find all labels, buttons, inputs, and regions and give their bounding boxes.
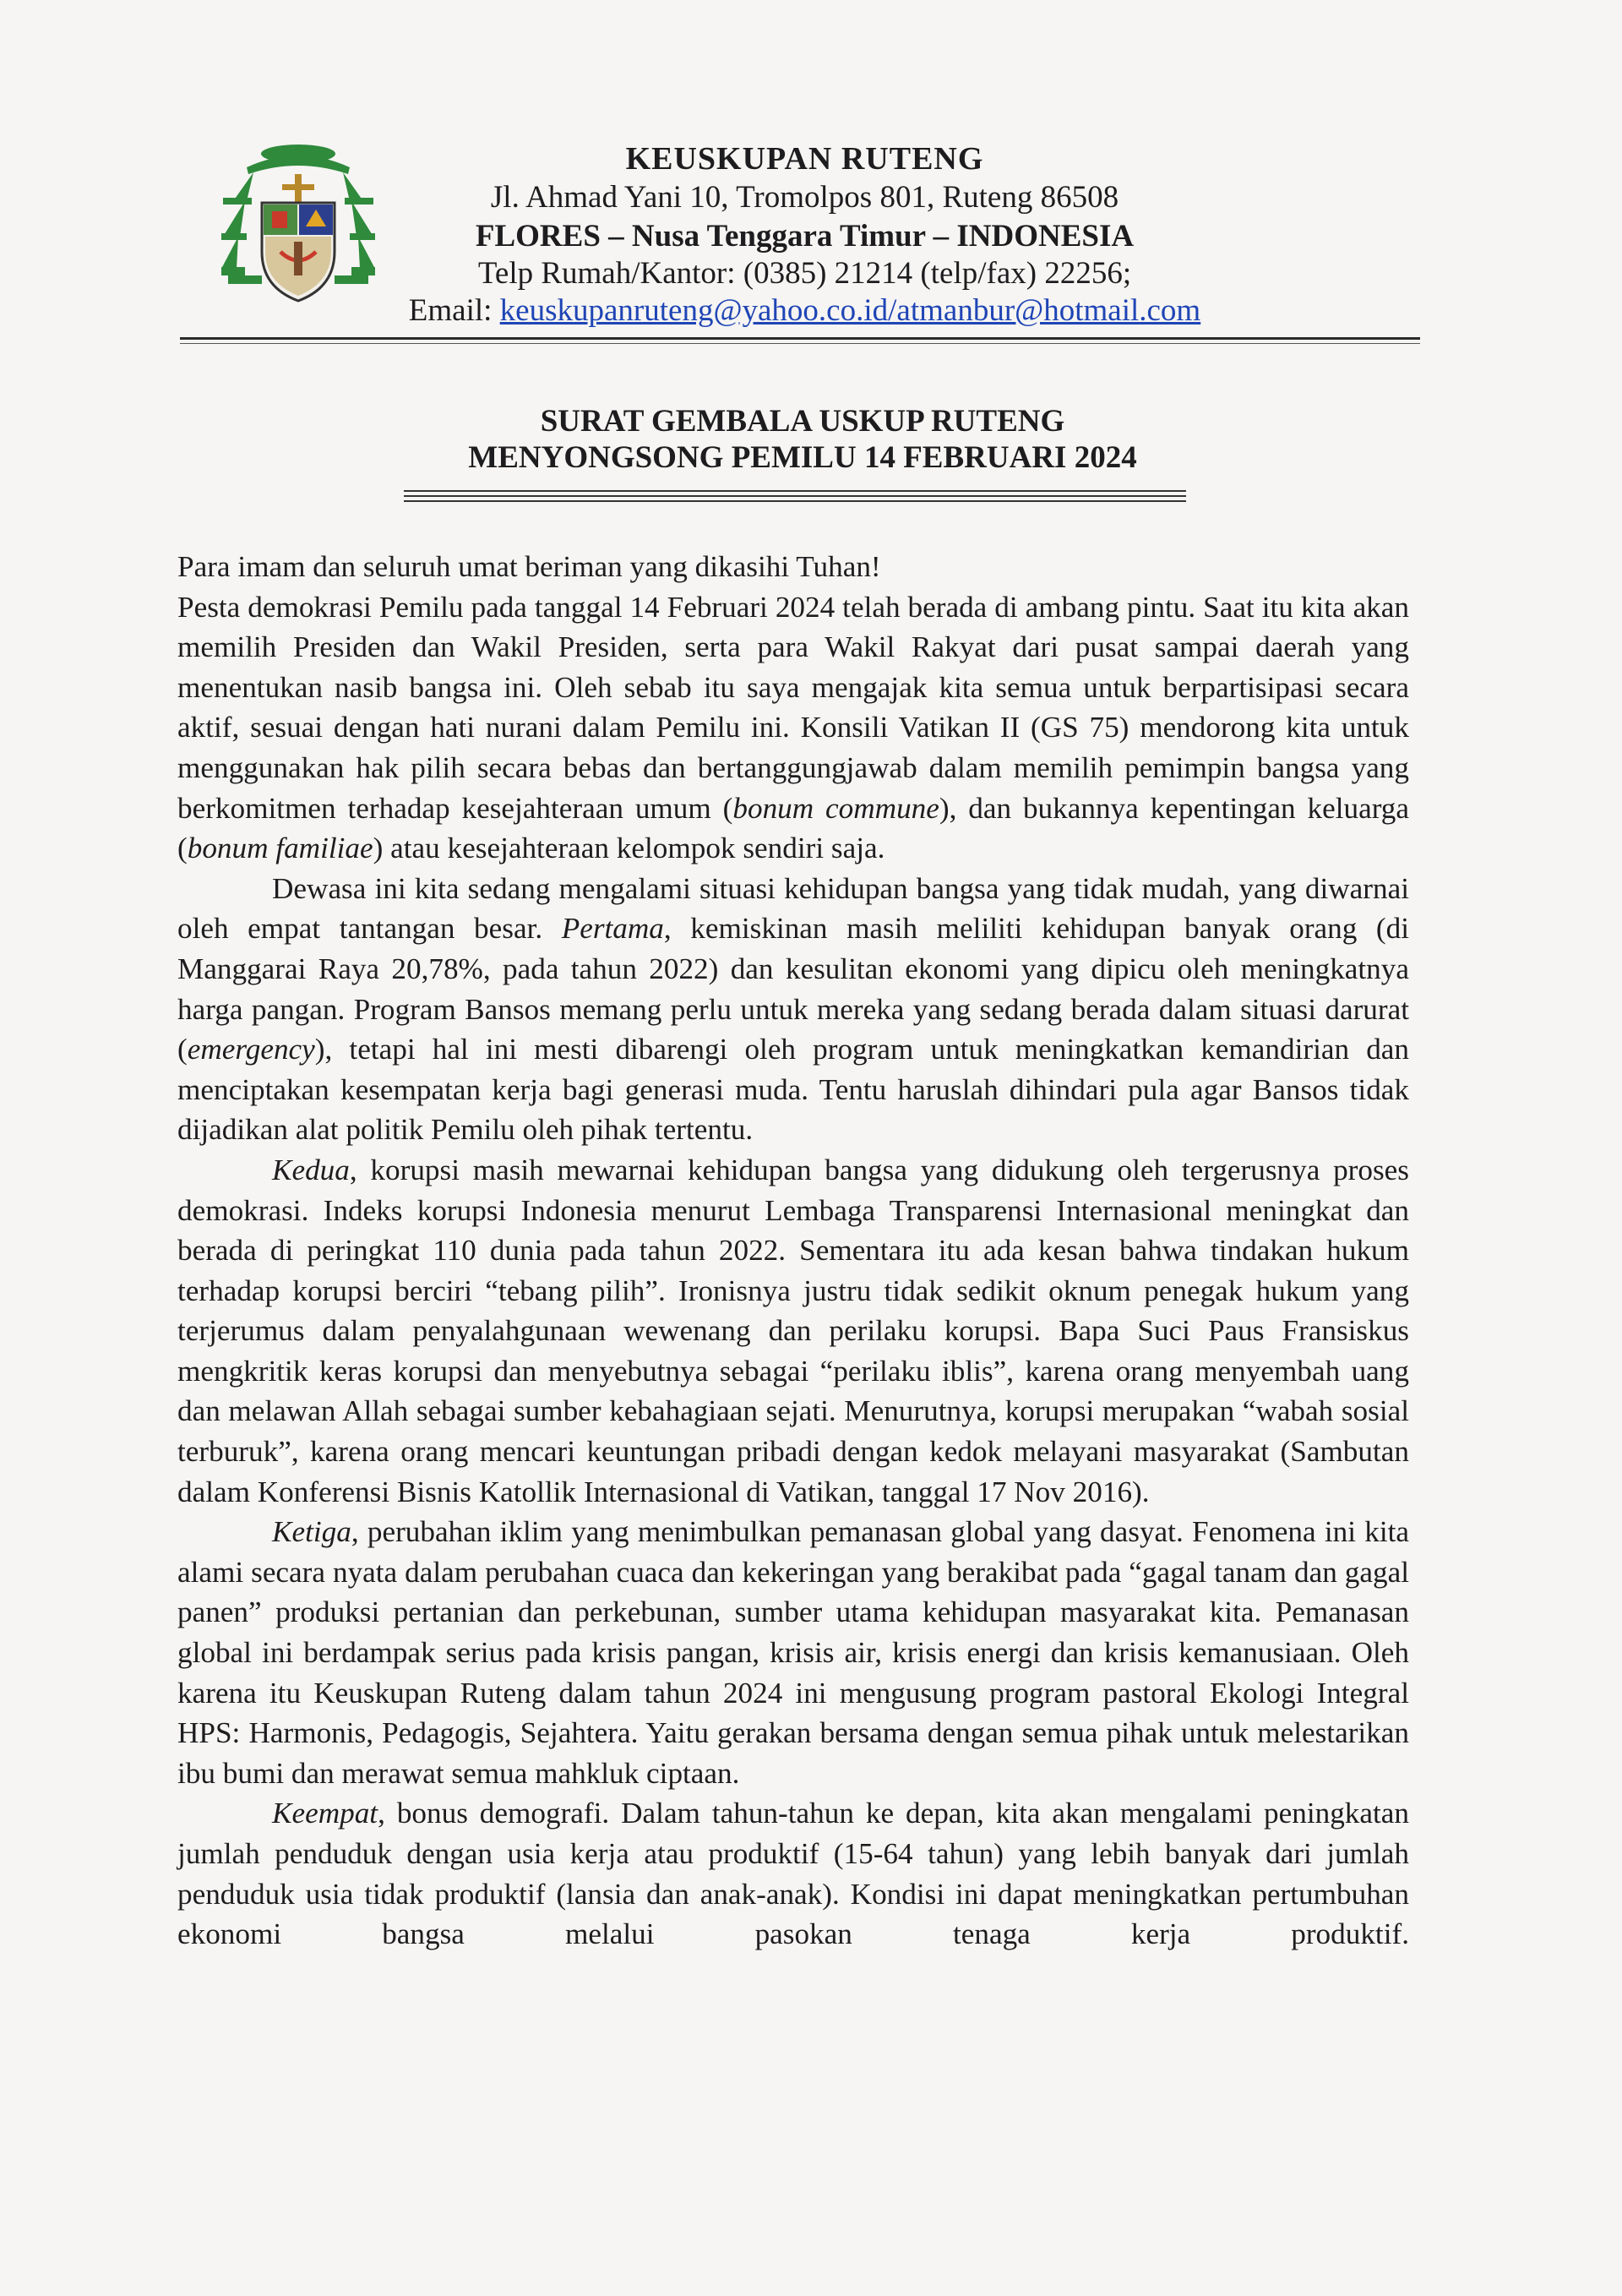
title-underline-1 xyxy=(404,490,1186,492)
organization-name: KEUSKUPAN RUTENG xyxy=(625,141,984,177)
emphasis-term: bonum commune xyxy=(732,791,939,825)
emphasis-term: Ketiga xyxy=(272,1515,351,1549)
email-link[interactable]: keuskupanruteng@yahoo.co.id/atmanbur@hotmail.com xyxy=(499,293,1201,328)
organization-region: FLORES – Nusa Tenggara Timur – INDONESIA xyxy=(475,219,1135,254)
paragraph-1: Pesta demokrasi Pemilu pada tanggal 14 Februari 2024 telah berada di ambang pintu. Saat itu kita akan memilih Presiden dan Wakil Presiden, serta para Wakil Rakyat dari pusat sampai daerah yang menentukan nasib bangsa ini. Oleh sebab itu saya mengajak kita semua untuk berpartisipasi secara aktif, sesuai dengan hati nurani dalam Pemilu ini. Konsili Vatikan II (GS 75) mendorong kita untuk menggunakan hak pilih secara bebas dan bertanggungjawab dalam memilih pemimpin bangsa yang berkomitmen terhadap kesejahteraan umum (bonum commune), dan bukannya kepentingan keluarga (bonum familiae) atau kesejahteraan kelompok sendiri saja. xyxy=(177,590,1409,865)
emphasis-term: Kedua xyxy=(272,1153,350,1186)
letter-body xyxy=(177,547,1409,1955)
title-underline-3 xyxy=(404,500,1186,502)
paragraph-4: Ketiga, perubahan iklim yang menimbulkan pemanasan global yang dasyat. Fenomena ini kita alami secara nyata dalam perubahan cuaca dan kekeringan yang berakibat pada “gagal tanam dan gagal panen” produksi pertanian dan perkebunan, sumber utama kehidupan masyarakat kita. Pemanasan global ini berdampak serius pada krisis pangan, krisis air, krisis energi dan krisis kemanusiaan. Oleh karena itu Keuskupan Ruteng dalam tahun 2024 ini mengusung program pastoral Ekologi Integral HPS: Harmonis, Pedagogis, Sejahtera. Yaitu gerakan bersama dengan semua pihak untuk melestarikan ibu bumi dan merawat semua mahkluk ciptaan. xyxy=(177,1515,1409,1790)
emphasis-term: Pertama xyxy=(561,912,664,946)
emphasis-term: bonum familiae xyxy=(187,832,373,865)
emphasis-term: Keempat xyxy=(272,1797,378,1830)
letterhead-divider xyxy=(180,337,1420,340)
paragraph-2: Dewasa ini kita sedang mengalami situasi kehidupan bangsa yang tidak mudah, yang diwarnai oleh empat tantangan besar. Pertama, kemiskinan masih meliliti kehidupan banyak orang (di Manggarai Raya 20,78%, pada tahun 2022) dan kesulitan ekonomi yang dipicu oleh meningkatnya harga pangan. Program Bansos memang perlu untuk mereka yang sedang berada dalam situasi darurat (emergency), tetapi hal ini mesti dibarengi oleh program untuk meningkatkan kemandirian dan menciptakan kesempatan kerja bagi generasi muda. Tentu haruslah dihindari pula agar Bansos tidak dijadikan alat politik Pemilu oleh pihak tertentu. xyxy=(177,871,1409,1147)
emphasis-term: emergency xyxy=(187,1033,315,1066)
letter-title-line-1: SURAT GEMBALA USKUP RUTENG xyxy=(540,404,1065,439)
organization-address: Jl. Ahmad Yani 10, Tromolpos 801, Ruteng 86508 xyxy=(490,180,1119,215)
letter-title-line-2: MENYONGSONG PEMILU 14 FEBRUARI 2024 xyxy=(468,440,1137,475)
letterhead-divider-thin xyxy=(180,343,1420,344)
title-underline-2 xyxy=(404,495,1186,497)
salutation: Para imam dan seluruh umat beriman yang dikasihi Tuhan! xyxy=(177,550,881,583)
paragraph-3: Kedua, korupsi masih mewarnai kehidupan bangsa yang didukung oleh tergerusnya proses demokrasi. Indeks korupsi Indonesia menurut Lembaga Transparensi Internasional meningkat dan berada di peringkat 110 dunia pada tahun 2022. Sementara itu ada kesan bahwa tindakan hukum terhadap korupsi berciri “tebang pilih”. Ironisnya justru tidak sedikit oknum penegak hukum yang terjerumus dalam penyalahgunaan wewenang dan perilaku korupsi. Bapa Suci Paus Fransiskus mengkritik keras korupsi dan menyebutnya sebagai “perilaku iblis”, karena orang menyembah uang dan melawan Allah sebagai sumber kebahagiaan sejati. Menurutnya, korupsi merupakan “wabah sosial terburuk”, karena orang mencari keuntungan pribadi dengan kedok melayani masyarakat (Sambutan dalam Konferensi Bisnis Katollik Internasional di Vatikan, tanggal 17 Nov 2016). xyxy=(177,1153,1409,1508)
diocese-coat-of-arms-icon xyxy=(221,142,375,309)
organization-email-line xyxy=(355,292,1255,329)
paragraph-5: Keempat, bonus demografi. Dalam tahun-tahun ke depan, kita akan mengalami peningkatan jumlah penduduk dengan usia kerja atau produktif (15-64 tahun) yang lebih banyak dari jumlah penduduk usia tidak produktif (lansia dan anak-anak). Kondisi ini dapat meningkatkan pertumbuhan ekonomi bangsa melalui pasokan tenaga kerja produktif. xyxy=(177,1797,1409,1951)
organization-phone: Telp Rumah/Kantor: (0385) 21214 (telp/fax) 22256; xyxy=(477,256,1132,291)
email-label: Email: xyxy=(408,293,493,328)
